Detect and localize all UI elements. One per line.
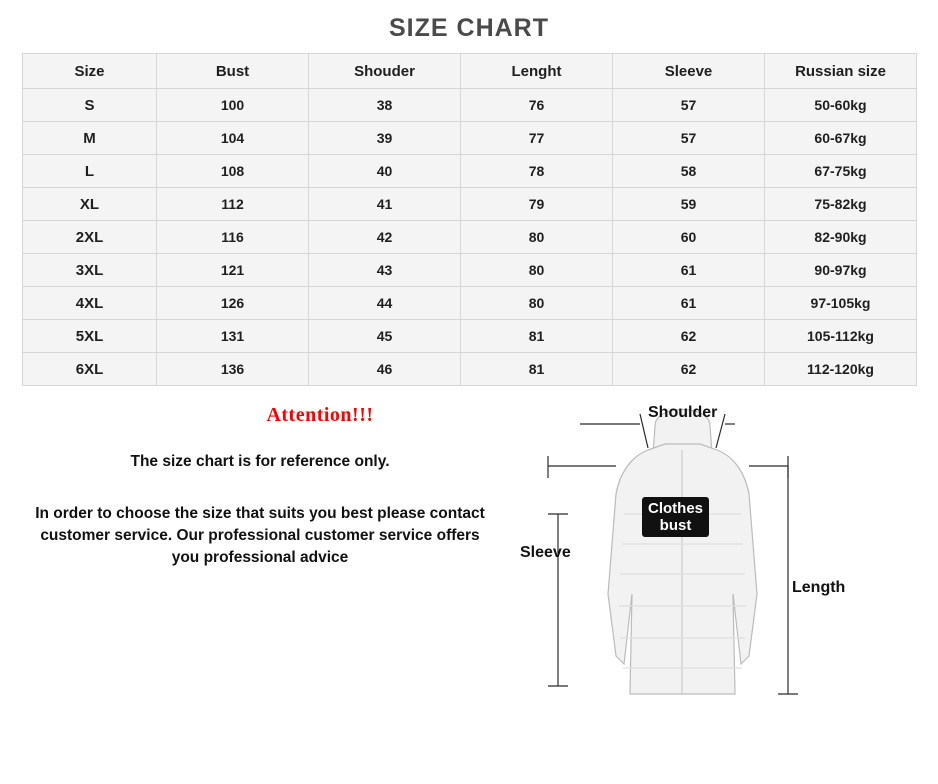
cell-shoulder: 42 — [309, 221, 461, 254]
cell-russian-size: 60-67kg — [765, 122, 917, 155]
garment-measure-illustration — [500, 404, 938, 716]
cell-bust: 116 — [157, 221, 309, 254]
cell-sleeve: 62 — [613, 353, 765, 386]
cell-shoulder: 43 — [309, 254, 461, 287]
cell-shoulder: 44 — [309, 287, 461, 320]
column-header-sleeve: Sleeve — [613, 54, 765, 89]
cell-length: 76 — [461, 89, 613, 122]
cell-bust: 136 — [157, 353, 309, 386]
cell-shoulder: 38 — [309, 89, 461, 122]
attention-heading: Attention!!! — [266, 404, 374, 426]
page-title: SIZE CHART — [389, 14, 549, 42]
cell-size: 5XL — [23, 320, 157, 353]
cell-bust: 131 — [157, 320, 309, 353]
cell-bust: 121 — [157, 254, 309, 287]
table-row — [23, 221, 917, 254]
cell-russian-size: 112-120kg — [765, 353, 917, 386]
size-table-container — [0, 53, 938, 386]
cell-russian-size: 50-60kg — [765, 89, 917, 122]
cell-length: 81 — [461, 320, 613, 353]
table-row — [23, 254, 917, 287]
note-contact-service: In order to choose the size that suits you best please contact customer service. Our professional customer service offers you professional advice — [35, 505, 485, 566]
table-row — [23, 122, 917, 155]
cell-length: 80 — [461, 254, 613, 287]
label-clothes-bust-line2: bust — [659, 517, 692, 534]
cell-shoulder: 41 — [309, 188, 461, 221]
column-header-bust: Bust — [157, 54, 309, 89]
lower-section — [0, 386, 938, 716]
column-header-shoulder: Shouder — [309, 54, 461, 89]
cell-russian-size: 90-97kg — [765, 254, 917, 287]
cell-size: 4XL — [23, 287, 157, 320]
cell-bust: 126 — [157, 287, 309, 320]
cell-russian-size: 97-105kg — [765, 287, 917, 320]
cell-length: 79 — [461, 188, 613, 221]
cell-shoulder: 39 — [309, 122, 461, 155]
cell-russian-size: 75-82kg — [765, 188, 917, 221]
label-sleeve: Sleeve — [520, 544, 571, 561]
cell-shoulder: 40 — [309, 155, 461, 188]
cell-length: 78 — [461, 155, 613, 188]
label-clothes-bust — [642, 497, 709, 537]
table-row — [23, 320, 917, 353]
label-shoulder: Shoulder — [648, 404, 718, 421]
table-row — [23, 188, 917, 221]
cell-sleeve: 61 — [613, 254, 765, 287]
cell-bust: 104 — [157, 122, 309, 155]
cell-russian-size: 82-90kg — [765, 221, 917, 254]
cell-sleeve: 61 — [613, 287, 765, 320]
cell-size: 3XL — [23, 254, 157, 287]
cell-size: M — [23, 122, 157, 155]
cell-bust: 112 — [157, 188, 309, 221]
table-header-row — [23, 54, 917, 89]
cell-shoulder: 45 — [309, 320, 461, 353]
cell-size: 6XL — [23, 353, 157, 386]
label-clothes-bust-line1: Clothes — [648, 500, 704, 517]
cell-russian-size: 105-112kg — [765, 320, 917, 353]
cell-length: 80 — [461, 221, 613, 254]
cell-length: 80 — [461, 287, 613, 320]
cell-sleeve: 59 — [613, 188, 765, 221]
cell-bust: 108 — [157, 155, 309, 188]
cell-size: 2XL — [23, 221, 157, 254]
cell-sleeve: 58 — [613, 155, 765, 188]
cell-size: XL — [23, 188, 157, 221]
table-row — [23, 287, 917, 320]
cell-bust: 100 — [157, 89, 309, 122]
table-row — [23, 155, 917, 188]
column-header-length: Lenght — [461, 54, 613, 89]
cell-size: S — [23, 89, 157, 122]
label-length: Length — [792, 579, 846, 596]
coat-diagram-icon — [520, 394, 920, 724]
cell-shoulder: 46 — [309, 353, 461, 386]
cell-sleeve: 62 — [613, 320, 765, 353]
cell-sleeve: 60 — [613, 221, 765, 254]
cell-length: 81 — [461, 353, 613, 386]
notes-block — [0, 404, 500, 716]
cell-length: 77 — [461, 122, 613, 155]
cell-sleeve: 57 — [613, 122, 765, 155]
table-row — [23, 89, 917, 122]
cell-size: L — [23, 155, 157, 188]
column-header-russian-size: Russian size — [765, 54, 917, 89]
column-header-size: Size — [23, 54, 157, 89]
cell-russian-size: 67-75kg — [765, 155, 917, 188]
cell-sleeve: 57 — [613, 89, 765, 122]
note-reference-only: The size chart is for reference only. — [130, 453, 390, 470]
table-row — [23, 353, 917, 386]
size-chart-table — [22, 53, 917, 386]
